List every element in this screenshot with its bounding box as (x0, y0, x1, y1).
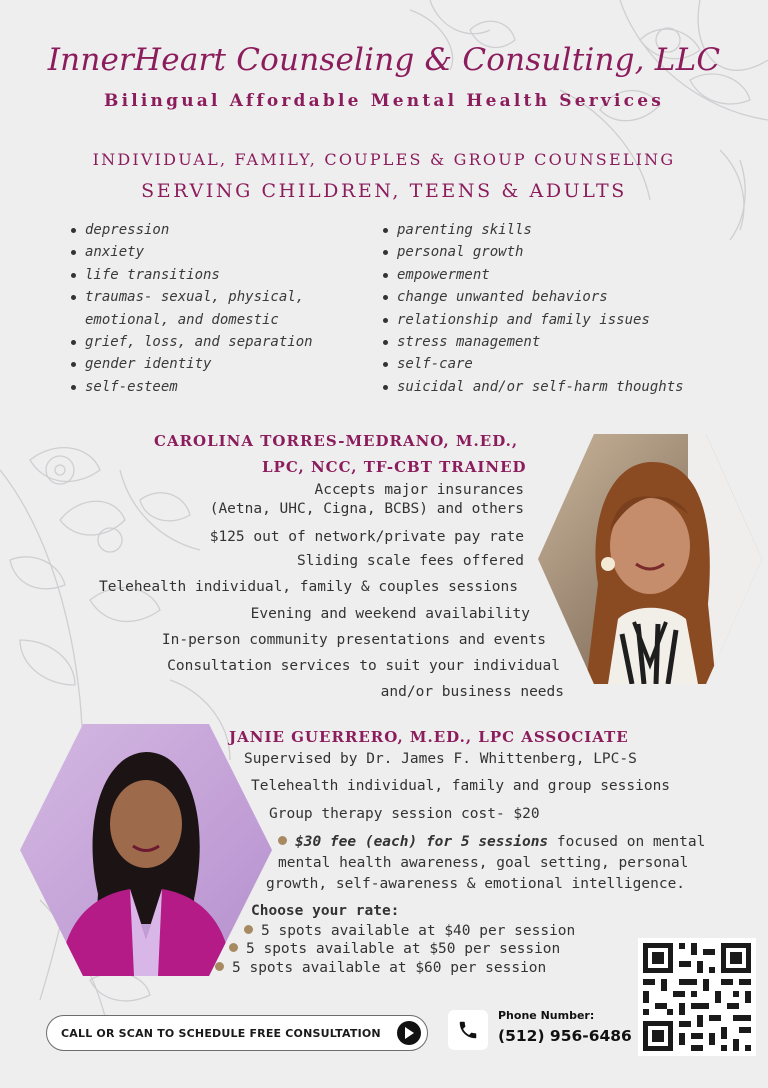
counselor1-detail: Sliding scale fees offered (297, 553, 524, 569)
rate-option: 5 spots available at $60 per session (215, 960, 546, 976)
schedule-cta-button[interactable] (46, 1015, 428, 1051)
counselor1-detail: (Aetna, UHC, Cigna, BCBS) and others (209, 501, 524, 517)
list-item: gender identity (67, 353, 367, 375)
counselor2-telehealth: Telehealth individual, family and group sessions (251, 778, 671, 794)
list-item: anxiety (67, 241, 367, 263)
list-item: relationship and family issues (379, 309, 739, 331)
counselor1-credentials: LPC, NCC, TF-CBT TRAINED (262, 458, 527, 476)
list-item: depression (67, 219, 367, 241)
counselor1-detail: Accepts major insurances (314, 482, 524, 498)
list-item: self-care (379, 353, 739, 375)
list-item: life transitions (67, 264, 367, 286)
bullet-dot (278, 836, 287, 845)
group-fee-line (278, 834, 705, 850)
list-item: traumas- sexual, physical, emotional, and domestic (67, 286, 367, 331)
counselor1-detail: Consultation services to suit your individual (167, 658, 560, 674)
phone-icon (448, 1010, 488, 1050)
list-item: suicidal and/or self-harm thoughts (379, 376, 739, 398)
phone-label: Phone Number: (498, 1009, 595, 1022)
counselor1-detail: Evening and weekend availability (250, 606, 530, 622)
play-arrow-icon (397, 1021, 421, 1045)
counselor1-detail: Telehealth individual, family & couples sessions (98, 579, 518, 595)
rate-option: 5 spots available at $40 per session (244, 923, 575, 939)
list-item: parenting skills (379, 219, 739, 241)
counselor1-name: CAROLINA TORRES-MEDRANO, M.ED., (154, 432, 519, 450)
audience-heading: SERVING CHILDREN, TEENS & ADULTS (141, 180, 627, 202)
cta-label: CALL OR SCAN TO SCHEDULE FREE CONSULTATION (61, 1026, 381, 1040)
choose-rate-heading: Choose your rate: (251, 903, 400, 919)
counselor1-detail: and/or business needs (380, 684, 564, 700)
group-fee-rest: focused on mental (548, 834, 706, 850)
list-item: grief, loss, and separation (67, 331, 367, 353)
group-fee-line2: mental health awareness, goal setting, personal (278, 855, 689, 871)
counselor1-detail: In-person community presentations and events (161, 632, 546, 648)
services-list-right (379, 219, 739, 398)
counselor2-photo (20, 724, 272, 976)
list-item: empowerment (379, 264, 739, 286)
counselor1-detail: $125 out of network/private pay rate (209, 529, 524, 545)
page-title: InnerHeart Counseling & Consulting, LLC (47, 42, 721, 78)
services-heading: INDIVIDUAL, FAMILY, COUPLES & GROUP COUNSELING (92, 150, 676, 169)
list-item: personal growth (379, 241, 739, 263)
phone-number[interactable]: (512) 956-6486 (498, 1027, 632, 1045)
counselor2-supervisor: Supervised by Dr. James F. Whittenberg, LPC-S (244, 751, 637, 767)
rate-option: 5 spots available at $50 per session (229, 941, 560, 957)
group-fee-line3: growth, self-awareness & emotional intelligence. (266, 876, 686, 892)
list-item: change unwanted behaviors (379, 286, 739, 308)
group-fee-bold: $30 fee (each) for 5 sessions (295, 834, 549, 850)
counselor1-photo (538, 434, 762, 684)
page-subtitle: Bilingual Affordable Mental Health Services (104, 91, 664, 111)
list-item: self-esteem (67, 376, 367, 398)
list-item: stress management (379, 331, 739, 353)
qr-code[interactable] (638, 938, 756, 1056)
services-list-left (67, 219, 367, 398)
counselor2-group-cost: Group therapy session cost- $20 (269, 806, 540, 822)
counselor2-name: JANIE GUERRERO, M.ED., LPC ASSOCIATE (229, 728, 629, 746)
